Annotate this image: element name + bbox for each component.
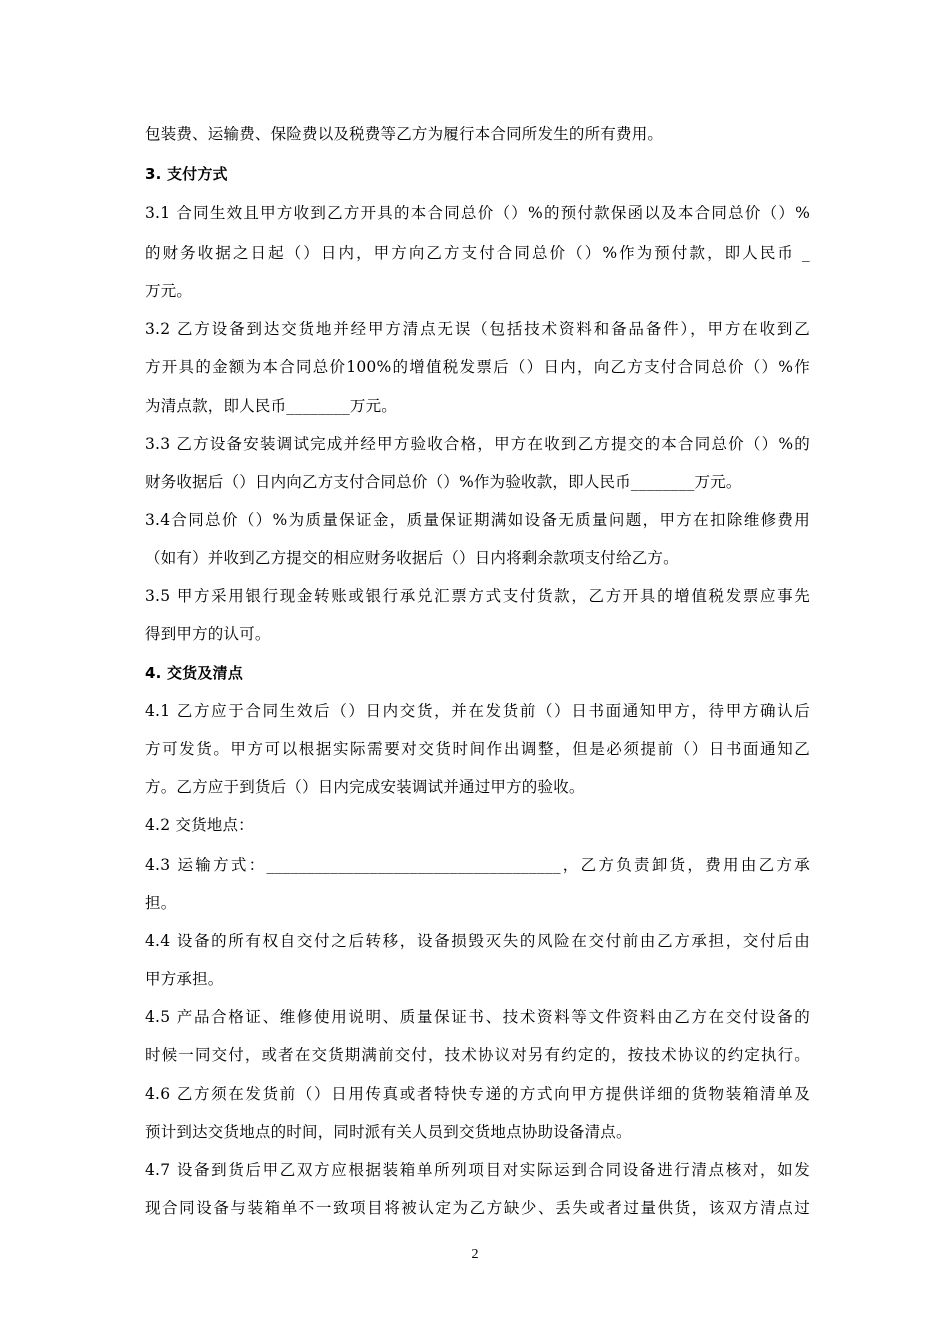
- paragraph-line: 3.2 乙方设备到达交货地并经甲方清点无误（包括技术资料和备品备件），甲方在收到乙: [145, 320, 810, 338]
- paragraph-line: 4.4 设备的所有权自交付之后转移，设备损毁灭失的风险在交付前由乙方承担，交付后由: [145, 932, 810, 950]
- paragraph-line: 3.4合同总价（）%为质量保证金，质量保证期满如设备无质量问题，甲方在扣除维修费用: [145, 511, 810, 529]
- section-heading: 3. 支付方式: [145, 165, 228, 183]
- paragraph-line: 为清点款，即人民币________万元。: [145, 397, 398, 415]
- paragraph-line: 3.1 合同生效且甲方收到乙方开具的本合同总价（）%的预付款保函以及本合同总价（）%: [145, 204, 810, 222]
- paragraph-line: 甲方承担。: [145, 970, 224, 988]
- paragraph-line: 担。: [145, 894, 177, 912]
- paragraph-line: 财务收据后（）日内向乙方支付合同总价（）%作为验收款，即人民币________万元。: [145, 473, 742, 491]
- paragraph-line: 预计到达交货地点的时间，同时派有关人员到交货地点协助设备清点。: [145, 1123, 632, 1141]
- paragraph-line: 的财务收据之日起（）日内，甲方向乙方支付合同总价（）%作为预付款，即人民币 _: [145, 244, 810, 262]
- paragraph-line: 方开具的金额为本合同总价100%的增值税发票后（）日内，向乙方支付合同总价（）%作: [145, 358, 810, 376]
- paragraph-line: 包装费、运输费、保险费以及税费等乙方为履行本合同所发生的所有费用。: [145, 125, 664, 143]
- paragraph-line: 4.2 交货地点：: [145, 816, 254, 834]
- paragraph-line: 3.5 甲方采用银行现金转账或银行承兑汇票方式支付货款，乙方开具的增值税发票应事先: [145, 587, 810, 605]
- paragraph-line: 3.3 乙方设备安装调试完成并经甲方验收合格，甲方在收到乙方提交的本合同总价（）%的: [145, 435, 810, 453]
- paragraph-line: 现合同设备与装箱单不一致项目将被认定为乙方缺少、丢失或者过量供货，该双方清点过: [145, 1199, 810, 1217]
- paragraph-line: 万元。: [145, 282, 193, 300]
- page-number: 2: [471, 1247, 479, 1262]
- paragraph-line: 4.7 设备到货后甲乙双方应根据装箱单所列项目对实际运到合同设备进行清点核对，如发: [145, 1161, 810, 1179]
- paragraph-line: （如有）并收到乙方提交的相应财务收据后（）日内将剩余款项支付给乙方。: [145, 549, 679, 567]
- section-heading: 4. 交货及清点: [145, 664, 243, 682]
- paragraph-line: 4.5 产品合格证、维修使用说明、质量保证书、技术资料等文件资料由乙方在交付设备的: [145, 1008, 810, 1026]
- paragraph-line: 4.3 运输方式：_____________________________________，乙方负责卸货，费用由乙方承: [145, 856, 810, 874]
- paragraph-line: 4.1 乙方应于合同生效后（）日内交货，并在发货前（）日书面通知甲方，待甲方确认后: [145, 702, 810, 720]
- paragraph-line: 得到甲方的认可。: [145, 625, 271, 643]
- paragraph-line: 时候一同交付，或者在交货期满前交付，技术协议对另有约定的，按技术协议的约定执行。: [145, 1046, 810, 1064]
- paragraph-line: 4.6 乙方须在发货前（）日用传真或者特快专递的方式向甲方提供详细的货物装箱清单及: [145, 1085, 810, 1103]
- paragraph-line: 方可发货。甲方可以根据实际需要对交货时间作出调整，但是必须提前（）日书面通知乙: [145, 740, 810, 758]
- paragraph-line: 方。乙方应于到货后（）日内完成安装调试并通过甲方的验收。: [145, 778, 585, 796]
